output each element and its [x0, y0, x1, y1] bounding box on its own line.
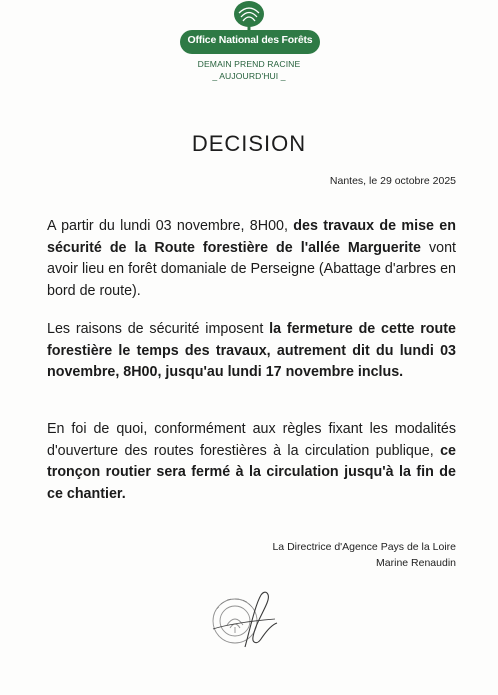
date-line: Nantes, le 29 octobre 2025 [329, 175, 456, 187]
signatory-name: Marine Renaudin [376, 557, 456, 569]
paragraph-3 [47, 419, 456, 505]
logo-banner-text: Office National des Forêts [187, 34, 313, 46]
document-title: DECISION [191, 131, 307, 156]
paragraph-1-text-a: A partir du lundi 03 novembre, 8H00, [47, 218, 294, 234]
official-stamp-signature [205, 585, 283, 655]
paragraph-1-text-c: vont avoir lieu en forêt domaniale de Perseigne (Abattage d'arbres en bord de route). [47, 239, 456, 299]
paragraph-2-text-a: Les raisons de sécurité imposent [47, 321, 270, 337]
paragraph-2 [47, 319, 456, 384]
signatory-role: La Directrice d'Agence Pays de la Loire [272, 541, 456, 553]
paragraph-3-bold: ce tronçon routier sera fermé à la circulation jusqu'à la fin de ce chantier. [47, 442, 456, 502]
tree-logo-icon [231, 0, 267, 34]
tagline-line-1: DEMAIN PREND RACINE [197, 59, 301, 69]
tagline-line-2: _ AUJOURD'HUI _ [212, 71, 286, 81]
paragraph-1 [47, 216, 456, 302]
paragraph-3-text-a: En foi de quoi, conformément aux règles fixant les modalités d'ouverture des routes forestières à la circulation publique, [47, 421, 456, 459]
paragraph-2-bold: la fermeture de cette route forestière le temps des travaux, autrement dit du lundi 03 novembre, 8H00, jusqu'au lundi 17 novembre inclus. [47, 321, 456, 380]
paragraph-1-bold: des travaux de mise en sécurité de la Route forestière de l'allée Marguerite [47, 218, 456, 256]
